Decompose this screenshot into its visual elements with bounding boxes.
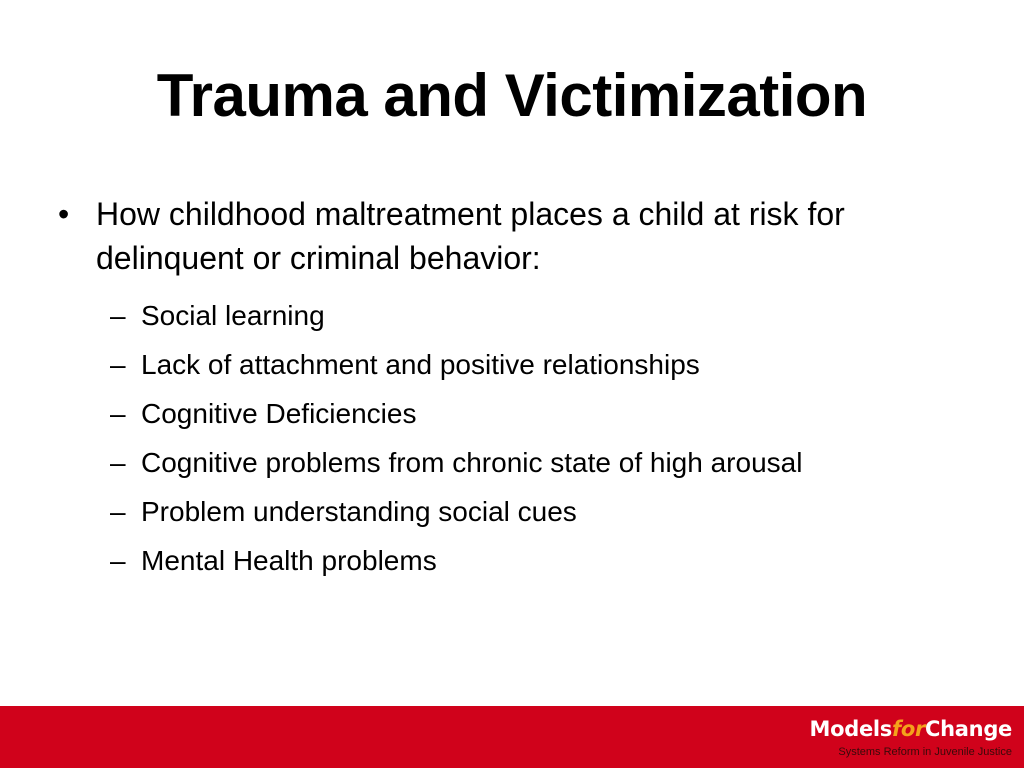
- logo-wordmark: [810, 716, 1013, 742]
- dash-marker: –: [110, 545, 126, 576]
- sub-bullet-item: [110, 536, 996, 585]
- dash-marker: –: [110, 447, 126, 478]
- sub-bullet-list: [56, 291, 996, 585]
- dash-marker: –: [110, 496, 126, 527]
- bullet-text: How childhood maltreatment places a child at risk for delinquent or criminal behavior:: [96, 196, 845, 276]
- dash-marker: –: [110, 349, 126, 380]
- models-for-change-logo: [810, 716, 1013, 759]
- sub-bullet-text: Mental Health problems: [141, 545, 437, 576]
- logo-part-for: for: [892, 717, 926, 741]
- sub-bullet-text: Cognitive Deficiencies: [141, 398, 417, 429]
- sub-bullet-item: [110, 340, 996, 389]
- dash-marker: –: [110, 300, 126, 331]
- sub-bullet-item: [110, 291, 996, 340]
- sub-bullet-text: Cognitive problems from chronic state of high arousal: [141, 447, 803, 478]
- dash-marker: –: [110, 398, 126, 429]
- bullet-item: [56, 192, 936, 280]
- sub-bullet-text: Social learning: [141, 300, 325, 331]
- slide-title: Trauma and Victimization: [156, 62, 868, 129]
- sub-bullet-text: Lack of attachment and positive relationships: [141, 349, 700, 380]
- sub-bullet-text: Problem understanding social cues: [141, 496, 577, 527]
- logo-part-change: Change: [925, 717, 1012, 741]
- sub-bullet-item: [110, 438, 996, 487]
- sub-bullet-item: [110, 389, 996, 438]
- footer-bar: [0, 706, 1024, 768]
- logo-tagline: Systems Reform in Juvenile Justice: [838, 746, 1012, 758]
- sub-bullet-item: [110, 487, 996, 536]
- slide-content: [56, 192, 996, 585]
- bullet-marker: •: [58, 196, 70, 232]
- logo-part-models: Models: [809, 717, 892, 741]
